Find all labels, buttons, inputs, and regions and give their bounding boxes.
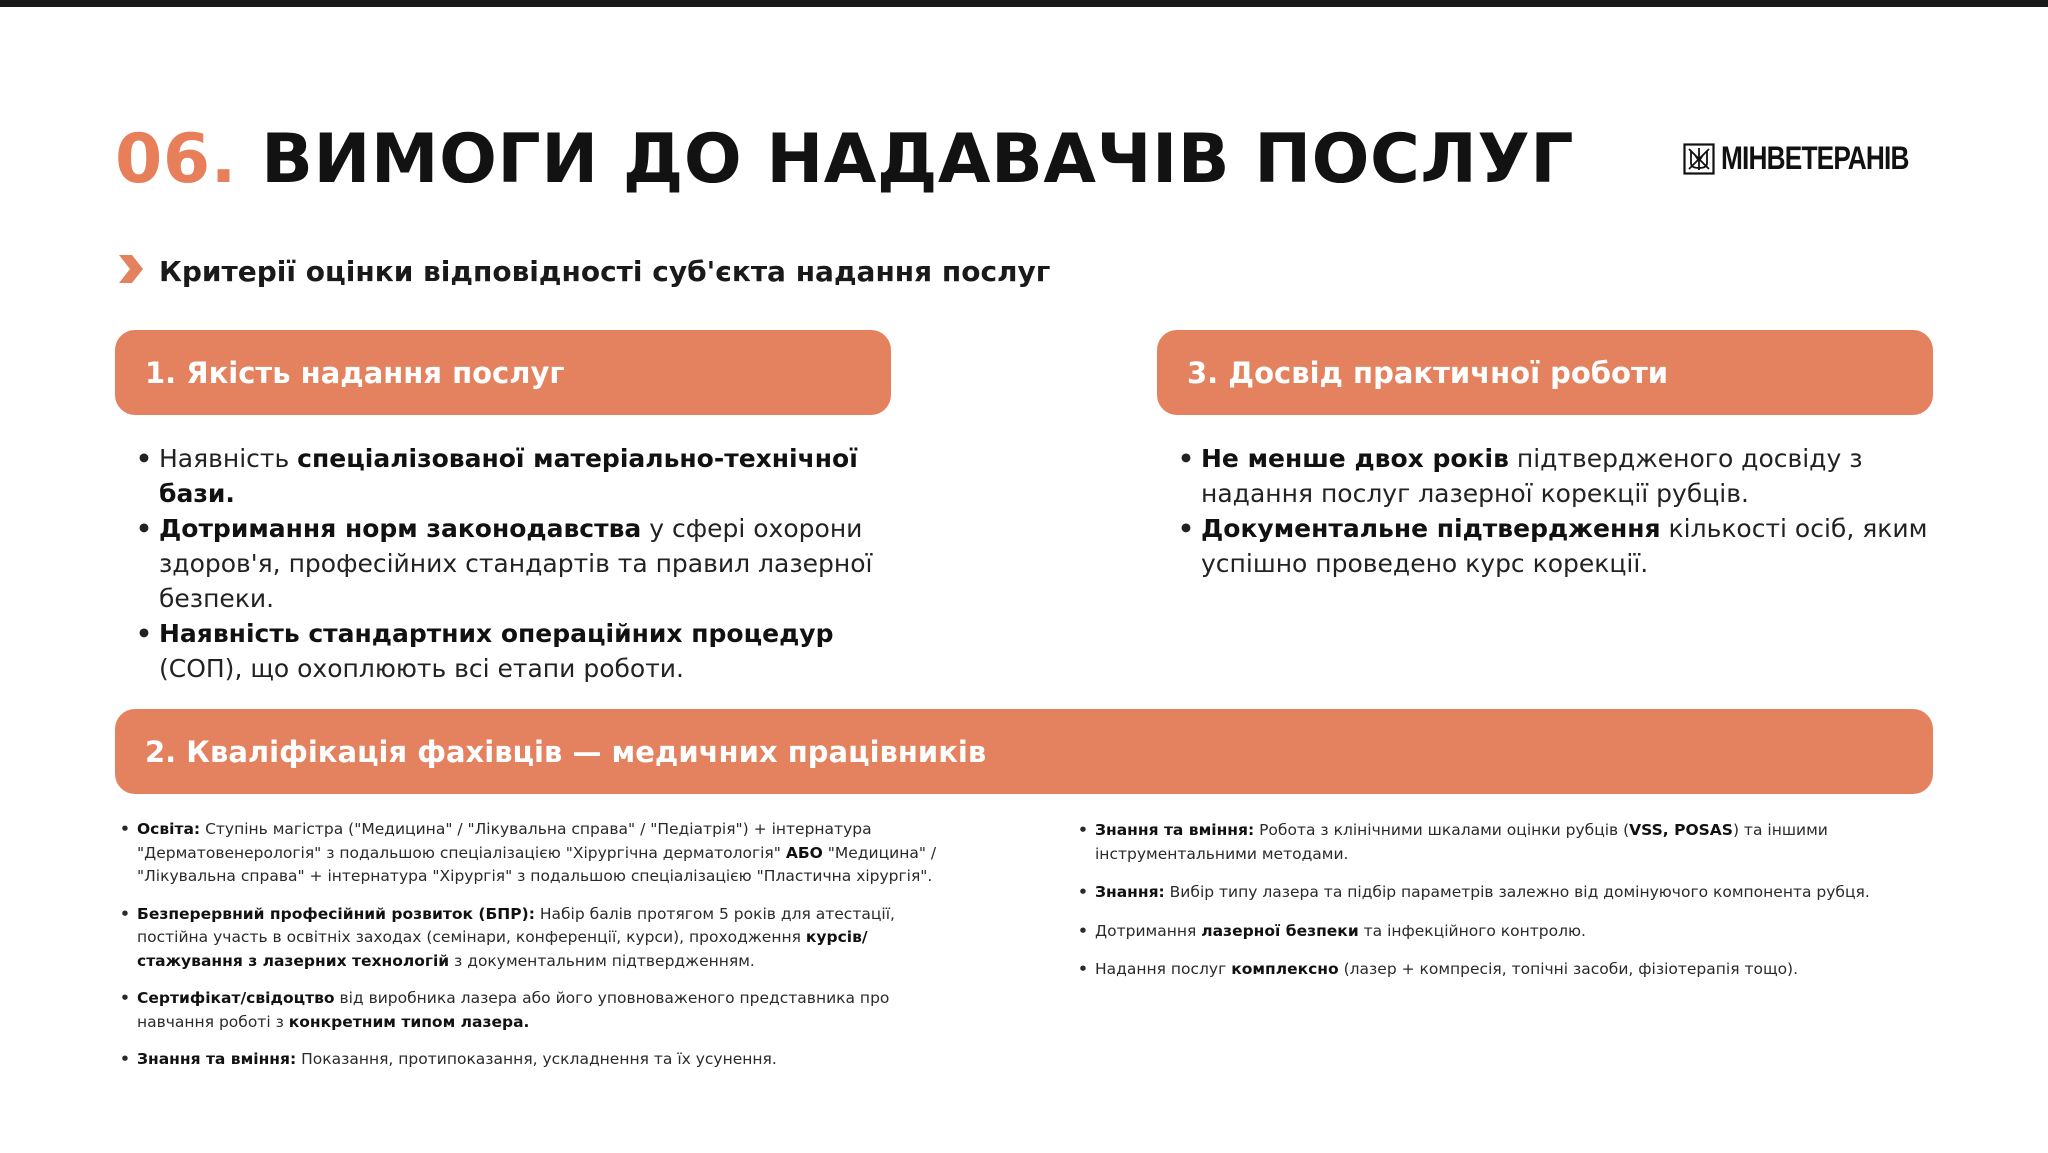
section-quality-header xyxy=(115,330,891,415)
section-experience-header xyxy=(1157,330,1933,415)
list-item: • Документальне підтвердження кількості осіб, яким успішно проведено курс корекції. xyxy=(1178,511,1938,581)
page-title xyxy=(115,120,1574,200)
subtitle xyxy=(115,253,1050,289)
list-item: • Надання послуг комплексно (лазер + компресія, топічні засоби, фізіотерапія тощо). xyxy=(1078,958,1958,982)
top-border-bar xyxy=(0,0,2048,7)
list-item: • Знання та вміння: Показання, протипоказання, ускладнення та їх усунення. xyxy=(120,1048,940,1072)
list-item: • Освіта: Ступінь магістра ("Медицина" / "Лікувальна справа" / "Педіатрія") + інтернатура "Дерматовенерологія" з подальшою спеціалізацією "Хірургічна дерматологія" АБО "Медицина" / "Лікувальна справа" + інтернатура "Хірургія" з подальшою спеціалізацією "Пластична хірургія". xyxy=(120,818,940,889)
logo-text: МІНВЕТЕРАНІВ xyxy=(1721,140,1909,176)
list-item: • Не менше двох років підтвердженого досвіду з надання послуг лазерної корекції рубців. xyxy=(1178,441,1938,511)
section-qualification-title: 2. Кваліфікація фахівців — медичних працівників xyxy=(145,734,987,769)
list-item: • Дотримання норм законодавства у сфері охорони здоров'я, професійних стандартів та правил лазерної безпеки. xyxy=(136,511,906,616)
ministry-logo xyxy=(1683,140,1950,177)
list-item: • Наявність спеціалізованої матеріально-технічної бази. xyxy=(136,441,906,511)
quality-criteria-list xyxy=(136,441,906,686)
list-item: • Дотримання лазерної безпеки та інфекційного контролю. xyxy=(1078,920,1958,944)
list-item: • Знання та вміння: Робота з клінічними шкалами оцінки рубців (VSS, POSAS) та іншими інструментальними методами. xyxy=(1078,819,1958,866)
chevron-right-icon xyxy=(115,253,145,289)
list-item: • Знання: Вибір типу лазера та підбір параметрів залежно від домінуючого компонента рубця. xyxy=(1078,881,1958,905)
qualification-list-left xyxy=(120,818,940,1086)
title-text: ВИМОГИ ДО НАДАВАЧІВ ПОСЛУГ xyxy=(261,120,1575,199)
list-item: • Сертифікат/свідоцтво від виробника лазера або його уповноваженого представника про навчання роботі з конкретним типом лазера. xyxy=(120,987,940,1034)
list-item: • Безперервний професійний розвиток (БПР): Набір балів протягом 5 років для атестації, постійна участь в освітніх заходах (семінари, конференції, курси), проходження курсів/стажування з лазерних технологій з документальним підтвердженням. xyxy=(120,903,940,974)
subtitle-text: Критерії оцінки відповідності суб'єкта надання послуг xyxy=(159,254,1051,288)
qualification-list-right xyxy=(1078,819,1958,997)
section-qualification-header xyxy=(115,709,1933,794)
section-experience-title: 3. Досвід практичної роботи xyxy=(1187,355,1669,390)
trident-emblem-icon xyxy=(1683,143,1715,175)
experience-criteria-list xyxy=(1178,441,1938,581)
section-quality-title: 1. Якість надання послуг xyxy=(145,355,565,390)
list-item: • Наявність стандартних операційних процедур (СОП), що охоплюють всі етапи роботи. xyxy=(136,616,906,686)
section-number: 06. xyxy=(115,120,237,199)
